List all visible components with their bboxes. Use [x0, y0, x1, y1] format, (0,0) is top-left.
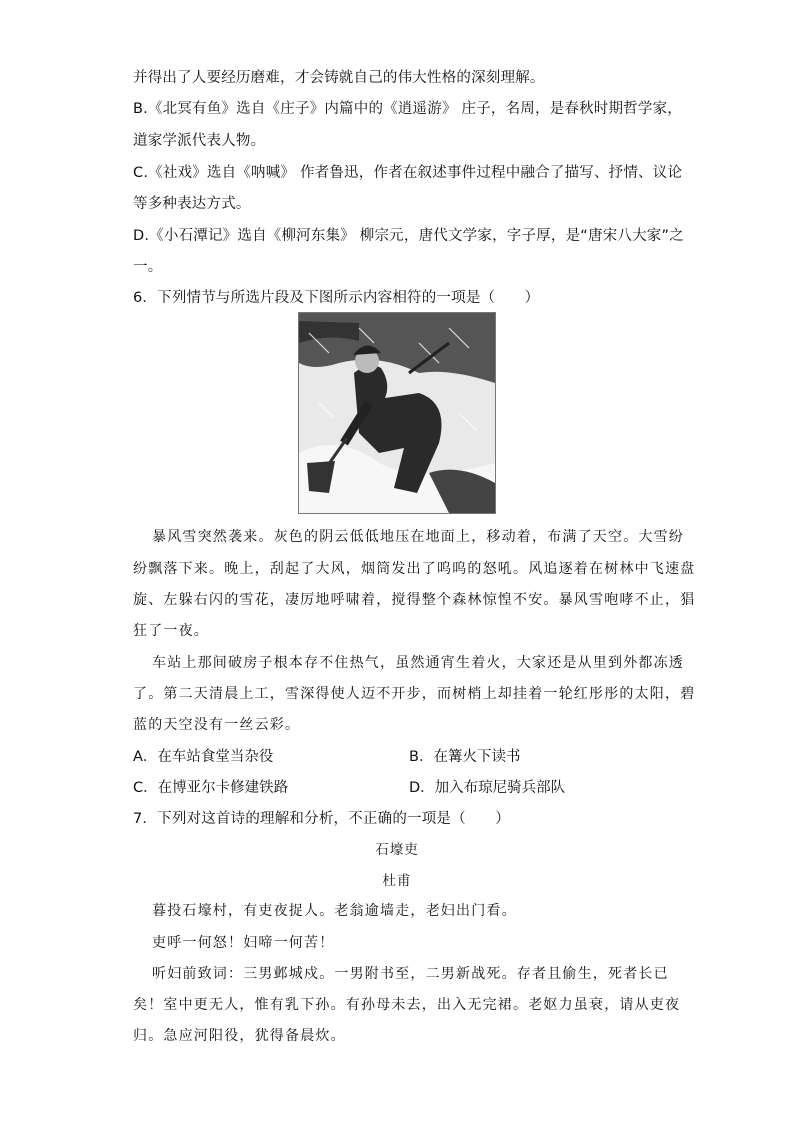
- illustration-worker-in-snowstorm: [298, 312, 496, 514]
- q6-option-a: A．在车站食堂当杂役: [133, 749, 274, 765]
- poem-line: 暮投石壕村，有吏夜捉人。老翁逾墙走，老妇出门看。: [152, 903, 517, 919]
- q6-passage-line: 了。第二天清晨上工，雪深得使人迈不开步，而树梢上却挂着一轮红彤彤的太阳，碧: [133, 686, 696, 702]
- q6-passage-line: 蓝的天空没有一丝云彩。: [133, 717, 301, 733]
- poem-author: 杜甫: [382, 873, 412, 889]
- q5-option-d-line1: D.《小石潭记》选自《柳河东集》 柳宗元，唐代文学家，字子厚，是“唐宋八大家”之: [133, 228, 684, 244]
- poem-line: 听妇前致词：三男邺城戍。一男附书至，二男新战死。存者且偷生，死者长已: [152, 966, 669, 982]
- q6-passage-line: 狂了一夜。: [133, 623, 209, 639]
- q5-option-d-line2: 一。: [133, 259, 163, 275]
- q5-option-b-line2: 道家学派代表人物。: [133, 133, 266, 149]
- q7-stem: 7．下列对这首诗的理解和分析，不正确的一项是（ ）: [133, 811, 510, 827]
- poem-line: 归。急应河阳役，犹得备晨炊。: [133, 1028, 346, 1044]
- q6-option-b: B．在篝火下读书: [409, 749, 521, 765]
- q5-option-c-line1: C.《社戏》选自《呐喊》 作者鲁迅，作者在叙述事件过程中融合了描写、抒情、议论: [133, 165, 683, 181]
- poem-line: 矣！室中更无人，惟有乳下孙。有孙母未去，出入无完裙。老妪力虽衰，请从吏夜: [133, 997, 681, 1013]
- q5-option-b-line1: B.《北冥有鱼》选自《庄子》内篇中的《逍遥游》 庄子，名周，是春秋时期哲学家，: [133, 101, 682, 117]
- q6-passage-line: 车站上那间破房子根本存不住热气，虽然通宵生着火，大家还是从里到外都冻透: [152, 655, 684, 671]
- q6-passage-line: 暴风雪突然袭来。灰色的阴云低低地压在地面上，移动着，布满了天空。大雪纷: [152, 529, 684, 545]
- q6-passage-line: 旋、左躲右闪的雪花，凄厉地呼啸着，搅得整个森林惊惶不安。暴风雪咆哮不止，猖: [133, 592, 696, 608]
- q6-option-c: C．在博亚尔卡修建铁路: [133, 780, 289, 796]
- poem-title: 石壕吏: [375, 842, 419, 858]
- q6-passage-line: 纷飘落下来。晚上，刮起了大风，烟筒发出了呜呜的怒吼。风追逐着在树林中飞速盘: [133, 561, 696, 577]
- intro-tail: 并得出了人要经历磨难，才会铸就自己的伟大性格的深刻理解。: [133, 70, 545, 86]
- poem-line: 吏呼一何怒！妇啼一何苦！: [152, 935, 335, 951]
- q5-option-c-line2: 等多种表达方式。: [133, 196, 251, 212]
- q6-option-d: D．加入布琼尼骑兵部队: [409, 780, 566, 796]
- q6-stem: 6．下列情节与所选片段及下图所示内容相符的一项是（ ）: [133, 290, 540, 306]
